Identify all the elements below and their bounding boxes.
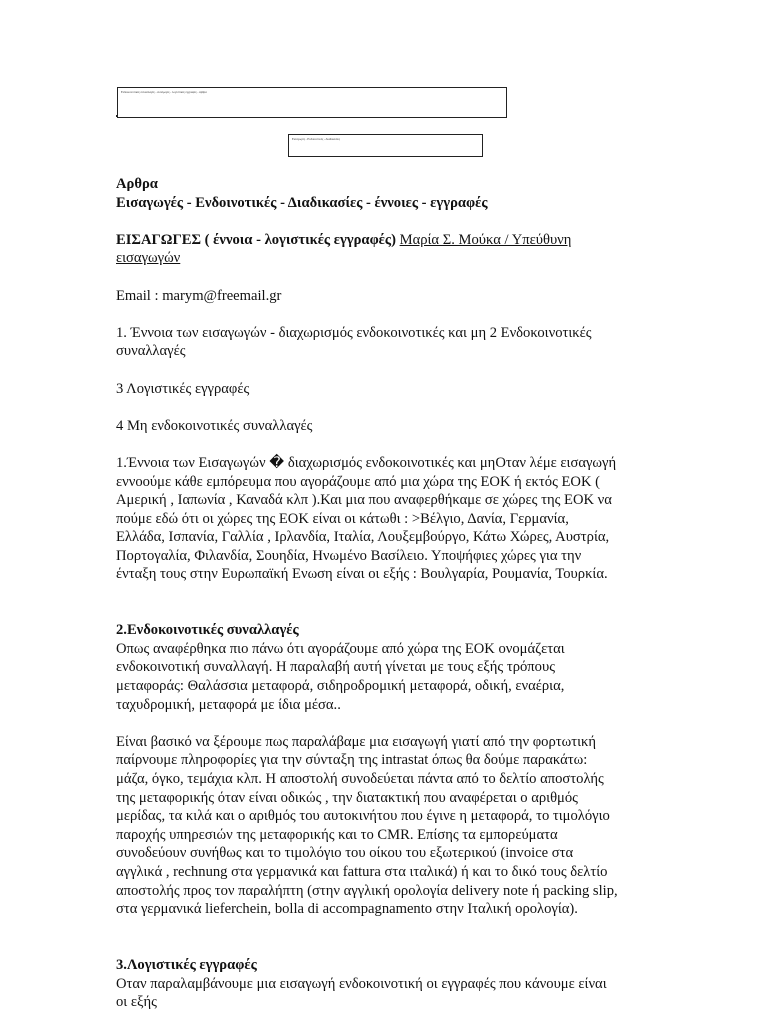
- text-line: ενδοκοινοτική συναλλαγή. Η παραλαβή αυτή γίνεται με τους εξής τρόπους: [116, 659, 555, 676]
- subheader-box-text: Εισαγωγές - Ενδοινοτικές - Διαδικασίες: [292, 137, 340, 141]
- header-text-box: [117, 87, 507, 118]
- author-link[interactable]: Μαρία Σ. Μούκα / Υπεύθυνη: [399, 231, 572, 248]
- text-line: της μεταφορικής όταν είναι οδικώς , την διατακτική που αναφέρεται ο αριθμός: [116, 789, 578, 806]
- text-line: μερίδας, τα κιλά και ο αριθμός του αυτοκινήτου που έγινε η μεταφορά, το τιμολόγιο: [116, 808, 610, 825]
- toc-item-3: 3 Λογιστικές εγγραφές: [116, 380, 250, 397]
- paragraph-2: [116, 640, 656, 714]
- text-line: παίρνουμε πληροφορίες για την σύνταξη της intrastat όπως θα δούμε παρακάτω:: [116, 752, 588, 769]
- text-line: μάζα, όγκο, τεμάχια κλπ. Η αποστολή συνοδεύεται πάντα από το δελτίο αποστολής: [116, 771, 604, 787]
- text-line: συνοδεύουν συνήθως και το τιμολόγιο του οίκου του εξωτερικού (invoice στα: [116, 845, 574, 862]
- text-line: Είναι βασικό να ξέρουμε πως παραλάβαμε μια εισαγωγή γιατί από την φορτωτική: [116, 733, 596, 750]
- text-line: εννοούμε κάθε εμπόρευμα που αγοράζουμε από μια χώρα της ΕΟΚ ή εκτός ΕΟΚ (: [116, 473, 601, 490]
- stray-mark: [116, 115, 118, 117]
- section-label: Αρθρα: [116, 176, 158, 192]
- paragraph-3: [116, 733, 656, 919]
- toc-item-1-cont: συναλλαγές: [116, 343, 186, 360]
- text-line: οι εξής: [116, 994, 157, 1011]
- text-line: Ελλάδα, Ισπανία, Γαλλία , Ιρλανδία, Ιταλία, Λουξεμβούργο, Κάτω Χώρες, Αυστρία,: [116, 529, 610, 546]
- paragraph-4: [116, 975, 656, 1012]
- text-line: πούμε εδώ ότι οι χώρες της ΕΟΚ είναι οι κάτωθι : >Βέλγιο, Δανία, Γερμανία,: [116, 510, 569, 527]
- text-line: ένταξη τους στην Ευρωπαϊκή Ενωση είναι οι εξής : Βουλγαρία, Ρουμανία, Τουρκία.: [116, 566, 608, 583]
- subheader-text-box: [288, 134, 483, 157]
- email-line: Email : marym@freemail.gr: [116, 287, 282, 304]
- text-line: Οταν παραλαμβάνουμε μια εισαγωγή ενδοκοινοτική οι εγγραφές που κάνουμε είναι: [116, 975, 607, 992]
- text-line: στα γερμανικά lieferchein, bolla di accompagnamento στην Ιταλική ορολογία).: [116, 901, 578, 918]
- text-line: αγγλικά , rechnung στα γερμανικά και fattura στα ιταλικά) ή και το δικό τους δελτίο: [116, 863, 608, 880]
- article-body: [116, 175, 656, 1012]
- header-box-text: Ενδοκοινοτικές συναλλαγές - εισαγωγές - λογιστικές εγγραφές - άρθρα: [121, 90, 207, 94]
- text-line: αποστολής προς τον παραλήπτη (στην αγγλική ορολογία delivery note ή packing slip,: [116, 882, 618, 899]
- article-heading-line: [116, 231, 656, 250]
- article-heading: ΕΙΣΑΓΩΓΕΣ ( έννοια - λογιστικές εγγραφές): [116, 231, 396, 248]
- article-subtitle: Εισαγωγές - Ενδοινοτικές - Διαδικασίες - έννοιες - εγγραφές: [116, 194, 488, 211]
- toc-item-4: 4 Μη ενδοκοινοτικές συναλλαγές: [116, 417, 313, 434]
- toc-item-1: 1. Έννοια των εισαγωγών - διαχωρισμός ενδοκοινοτικές και μη 2 Ενδοκοινοτικές: [116, 324, 592, 341]
- text-line: Οπως αναφέρθηκα πιο πάνω ότι αγοράζουμε από χώρα της ΕΟΚ ονομάζεται: [116, 640, 565, 657]
- text-line: μεταφοράς: Θαλάσσια μεταφορά, σιδηροδρομική μεταφορά, οδική, εναέρια,: [116, 678, 565, 695]
- text-line: ταχυδρομική, μεταφορά με ίδια μέσα..: [116, 696, 341, 713]
- paragraph-1: [116, 454, 656, 584]
- text-line: Πορτογαλία, Φιλανδία, Σουηδία, Ηνωμένο Βασίλειο. Υποψήφιες χώρες για την: [116, 547, 582, 564]
- text-line: Αμερική , Ιαπωνία , Καναδά κλπ ).Και μια που αναφερθήκαμε σε χώρες της ΕΟΚ να: [116, 492, 612, 509]
- author-link-cont[interactable]: εισαγωγών: [116, 250, 181, 267]
- section-2-heading: 2.Ενδοκοινοτικές συναλλαγές: [116, 622, 299, 639]
- section-3-heading: 3.Λογιστικές εγγραφές: [116, 956, 257, 973]
- text-line: 1.Έννοια των Εισαγωγών � διαχωρισμός ενδοκοινοτικές και μηΟταν λέμε εισαγωγή: [116, 454, 617, 471]
- text-line: παροχής υπηρεσιών της μεταφορικής και το CMR. Επίσης τα εμπορεύματα: [116, 826, 558, 843]
